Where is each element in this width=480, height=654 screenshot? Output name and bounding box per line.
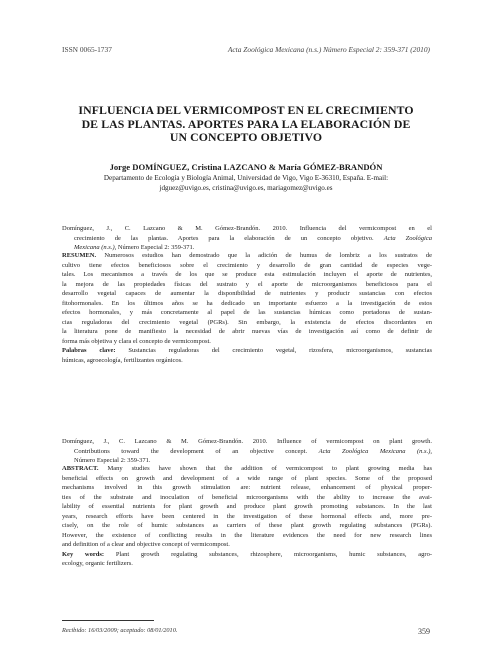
abstract-line: la mejora de las propiedades físicas del sustrato y el aporte de microorganismos beneficiosos para el (62, 280, 432, 288)
abstract-line: la literatura pone de manifiesto la necesidad de abrir nuevas vías de investigación así como de definir de (62, 328, 432, 335)
abstract-english (62, 464, 432, 569)
citation-line: Número Especial 2: 359-371. (74, 457, 151, 464)
abstract-line: and definition of a clear and objective concept of vermicompost. (62, 541, 230, 548)
abstract-line: However, the existence of conflicting results in the literature evidences the need for new research lines (62, 531, 432, 539)
abstract-line: tales. Los mecanismos a través de los que se produce esta estimulación incluyen el aporte de nutrientes, (62, 271, 432, 278)
abstract-line: cisely, on the role of humic substances as carriers of these plant growth regulating substances (PGRs). (62, 522, 432, 529)
received-dates: Recibido: 16/03/2009; aceptado: 08/01/2010. (62, 627, 178, 634)
abstract-line: Numerosos estudios han demostrado que la adición de humus de lombriz a los sustratos de (96, 252, 432, 259)
journal-reference: Acta Zoológica Mexicana (n.s.) Número Especial 2: 359-371 (2010) (227, 45, 430, 54)
abstract-label: RESUMEN. (62, 252, 97, 259)
paper-title (58, 104, 434, 145)
abstract-line: ties of the substrate and inoculation of beneficial microorganisms with the ability to increase the avai- (62, 493, 432, 501)
keywords-line: húmicas, agroecología, fertilizantes orgánicos. (62, 356, 183, 364)
citation-journal: Mexicana (n.s.) (74, 244, 115, 251)
abstract-line: desarrollo vegetal capaces de aumentar la disponibilidad de nutrientes y producir sustancias con efectos (62, 290, 432, 297)
title-line: INFLUENCIA DEL VERMICOMPOST EN EL CRECIMIENTO (78, 103, 414, 117)
issn: ISSN 0065-1737 (62, 45, 112, 54)
abstract-line: years, research efforts have been centered in the investigation of these hormonal effects and, more pre- (62, 512, 432, 520)
citation-journal: Acta Zoológica Mexicana (n.s.), (318, 447, 432, 455)
abstract-line: efectos hormonales, y más concretamente al papel de las sustancias húmicas como portadoras de sustan- (62, 309, 432, 316)
abstract-line: mechanisms involved in this growth stimulation are: nutrient release, enhancement of physical proper- (62, 484, 432, 491)
abstract-line: forma más objetiva y clara el concepto de vermicompost. (62, 337, 211, 345)
citation-line: Domínguez, J., C. Lazcano & M. Gómez-Brandón. 2010. Influence of vermicompost on plant growth. (62, 438, 432, 445)
title-line: UN CONCEPTO OBJETIVO (169, 130, 323, 145)
abstract-line: lability of essential nutrients for plant growth and produce plant growth promoting substances. In the last (62, 503, 432, 510)
keywords-line: Plant growth regulating substances, rhizosphere, microorganisms, humic substances, agro- (104, 550, 432, 558)
citation-english (62, 437, 432, 466)
citation-spanish (62, 224, 432, 253)
citation-text: Contributions toward the development of an objective concept. (74, 447, 319, 455)
authors: Jorge DOMÍNGUEZ, Cristina LAZCANO & María GÓMEZ-BRANDÓN (109, 162, 383, 172)
keywords-line: Sustancias reguladoras del crecimiento vegetal, rizosfera, microorganismos, sustancias (115, 347, 432, 354)
keywords-line: ecology, organic fertilizers. (62, 560, 133, 567)
affiliation-line: jdguez@uvigo.es, cristina@uvigo.es, mariagomez@uvigo.es (159, 183, 333, 192)
footnote-divider (62, 620, 154, 621)
abstract-line: beneficial effects on growth and development of a wide range of plant species. Some of the proposed (62, 474, 432, 482)
abstract-line: cias reguladoras del crecimiento vegetal (PGRs). Sin embargo, la existencia de efectos discordantes en (62, 318, 432, 326)
citation-text: crecimiento de las plantas. Aportes para la elaboración de un concepto objetivo. (74, 234, 384, 242)
keywords-label: Palabras clave: (62, 347, 116, 354)
abstract-line: Many studies have shown that the addition of vermicompost to plant growing media has (98, 465, 432, 472)
citation-line: Domínguez, J., C. Lazcano & M. Gómez-Brandón. 2010. Influencia del vermicompost en el (62, 225, 432, 232)
abstract-line: fitohormonales. En los últimos años se ha dedicado un importante esfuerzo a la investigación de estos (62, 299, 432, 307)
abstract-label: ABSTRACT. (62, 465, 99, 472)
running-header (62, 45, 430, 54)
keywords-label: Key words: (62, 550, 105, 558)
affiliation-line: Departamento de Ecología y Biología Animal, Universidad de Vigo, Vigo E-36310, España. E-mail: (103, 174, 389, 182)
citation-journal: Acta Zoológica (383, 234, 432, 242)
page-number: 359 (418, 627, 430, 636)
abstract-line: cultivo tiene efectos beneficiosos sobre el crecimiento y desarrollo de gran cantidad de especies vege- (62, 261, 432, 269)
title-line: DE LAS PLANTAS. APORTES PARA LA ELABORACIÓN DE (81, 116, 411, 131)
affiliation (58, 174, 434, 193)
abstract-spanish (62, 251, 432, 365)
citation-text: , Número Especial 2: 359-371. (114, 244, 195, 251)
